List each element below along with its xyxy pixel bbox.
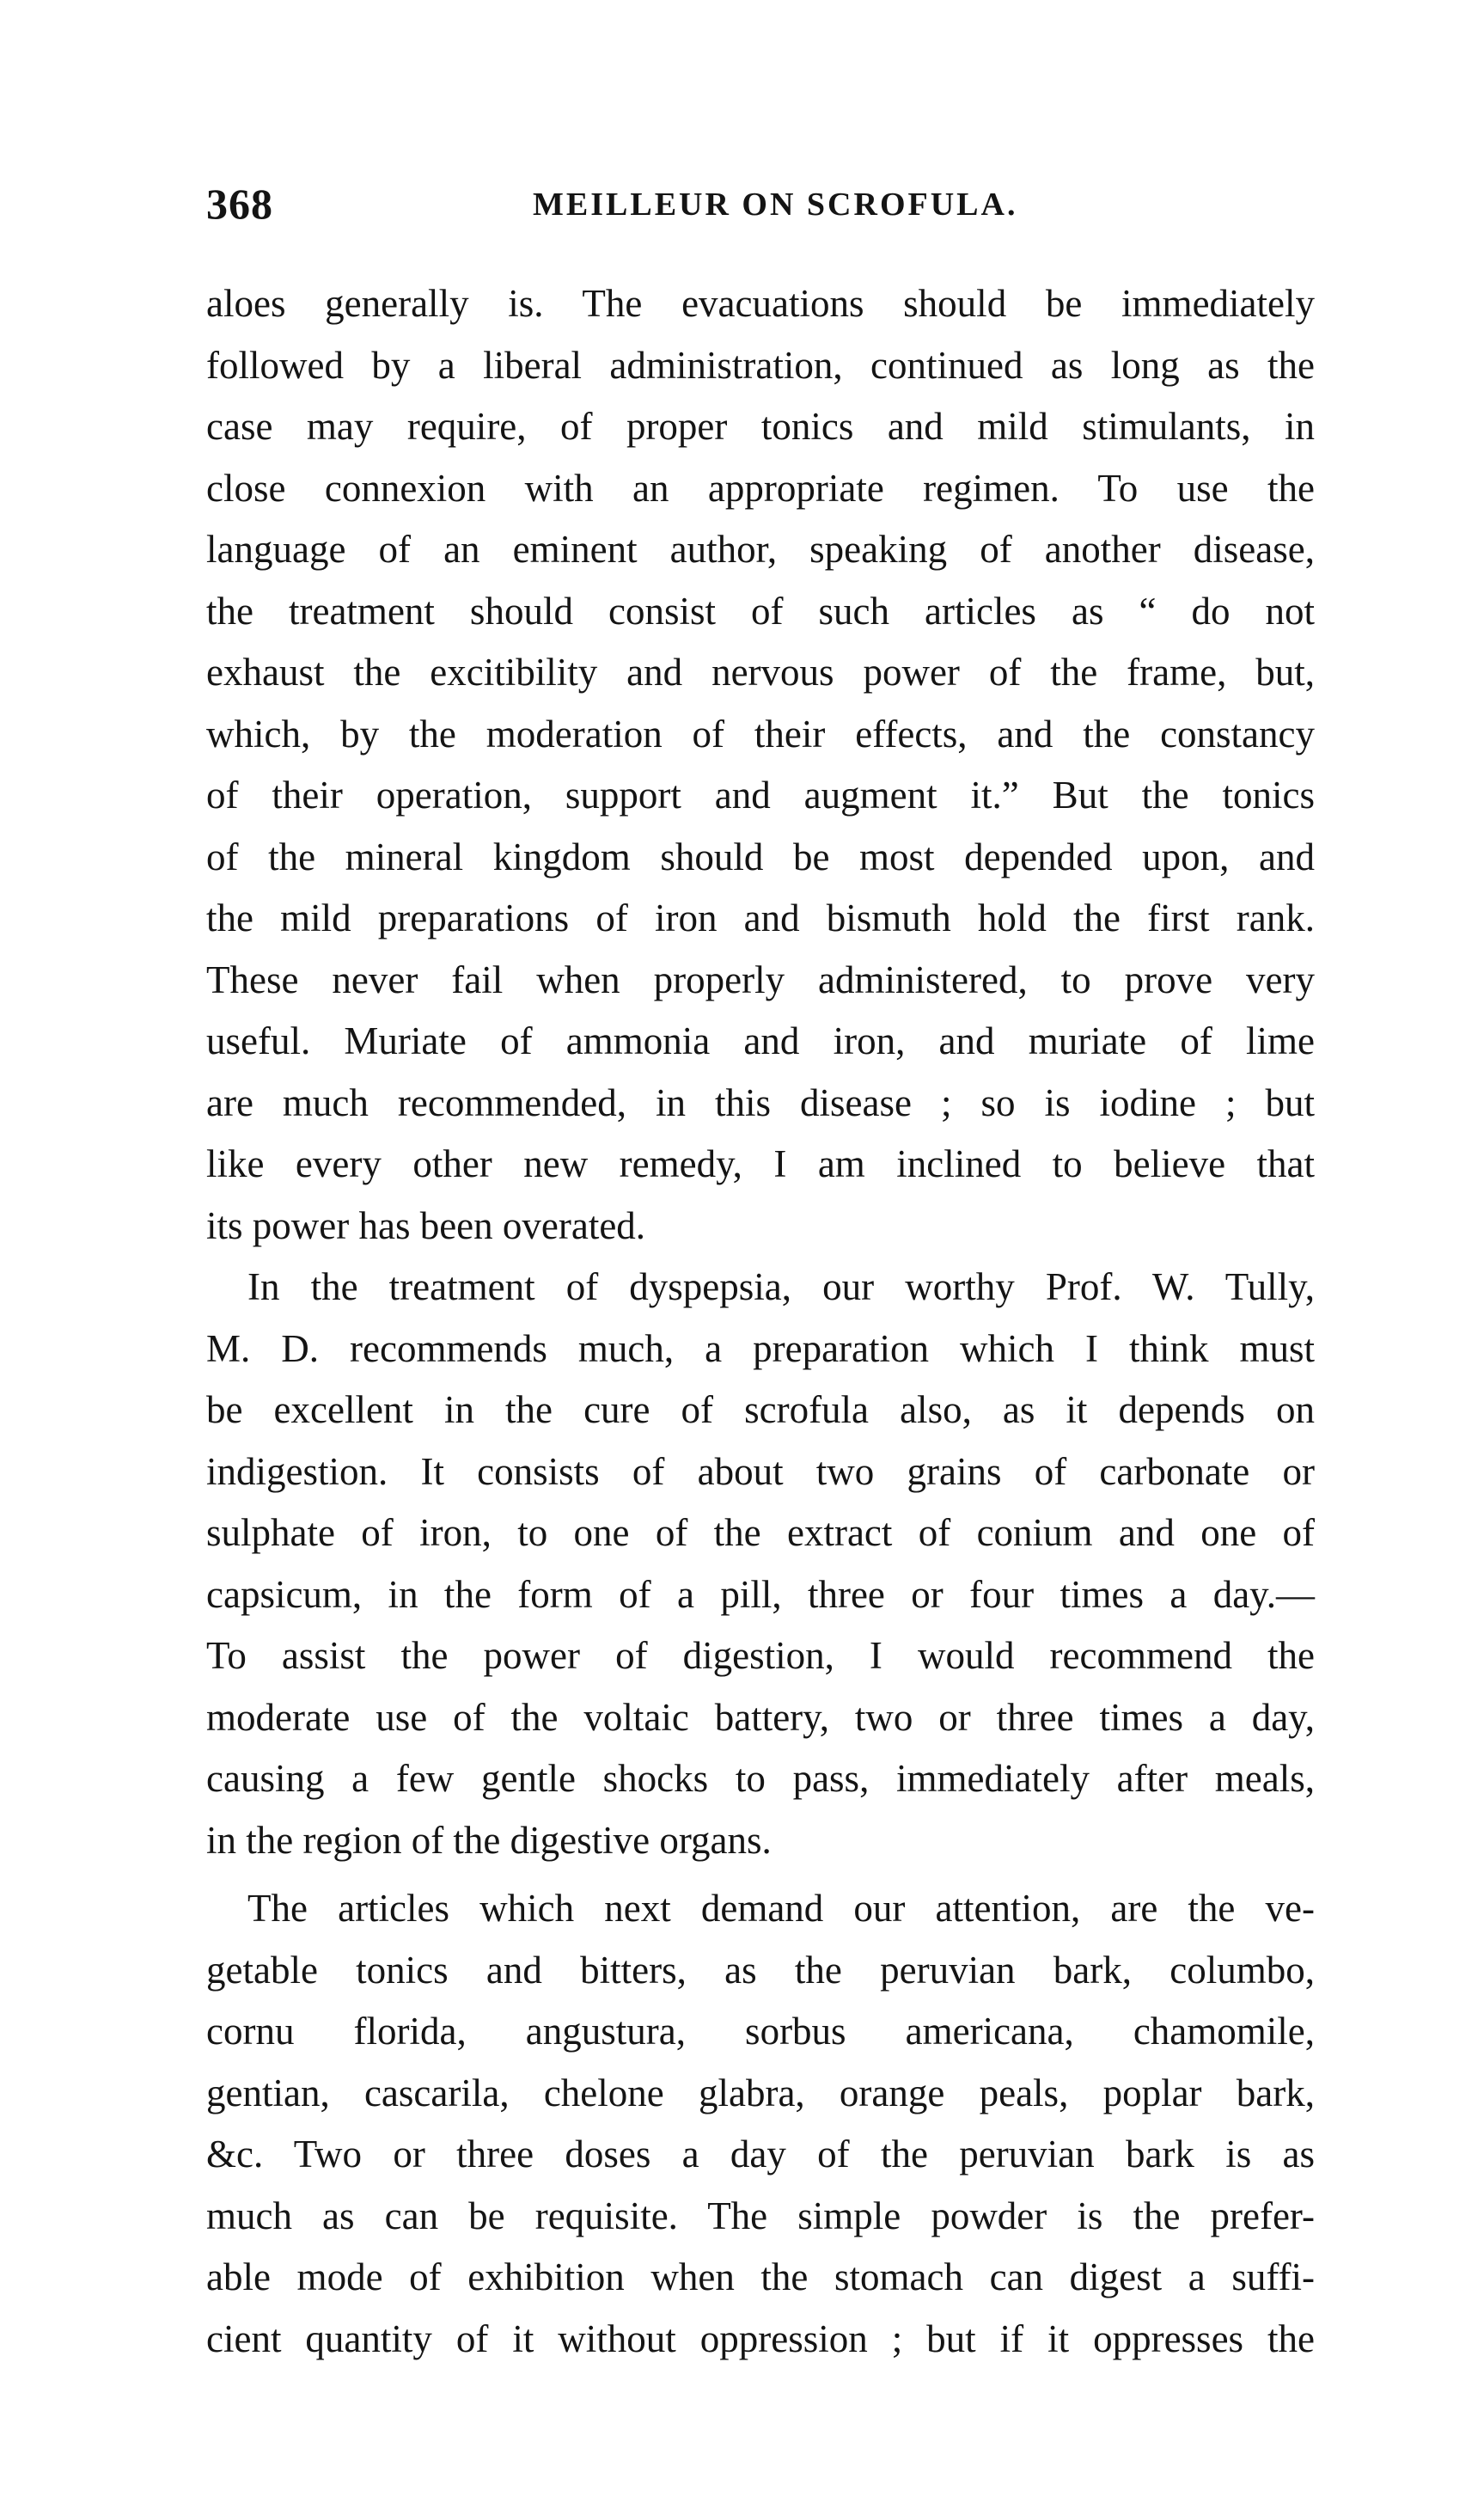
text-line: The articles which next demand our attention, are the ve- <box>247 1887 1315 1930</box>
text-line: moderate use of the voltaic battery, two or three times a day, <box>206 1695 1315 1739</box>
paragraph-gap <box>206 1871 1315 1878</box>
text-line: M. D. recommends much, a preparation which I think must <box>206 1326 1315 1370</box>
text-line: which, by the moderation of their effects, and the constancy <box>206 712 1315 756</box>
text-line: indigestion. It consists of about two grains of carbonate or <box>206 1449 1315 1493</box>
running-head: MEILLEUR ON SCROFULA. <box>533 187 1018 223</box>
text-line: are much recommended, in this disease ; so is iodine ; but <box>206 1080 1315 1124</box>
text-line: capsicum, in the form of a pill, three or four times a day.— <box>206 1572 1315 1616</box>
text-line: sulphate of iron, to one of the extract of conium and one of <box>206 1511 1315 1554</box>
text-line: exhaust the excitibility and nervous power of the frame, but, <box>206 651 1315 694</box>
text-line: like every other new remedy, I am inclined to believe that <box>206 1142 1315 1185</box>
text-line: &c. Two or three doses a day of the peruvian bark is as <box>206 2133 1315 2176</box>
text-line: These never fail when properly administered, to prove very <box>206 958 1315 1001</box>
page-header <box>206 179 1340 230</box>
text-line: useful. Muriate of ammonia and iron, and muriate of lime <box>206 1019 1315 1062</box>
text-line: To assist the power of digestion, I would recommend the <box>206 1634 1315 1677</box>
text-line: language of an eminent author, speaking of another disease, <box>206 528 1315 571</box>
text-line: getable tonics and bitters, as the peruvian bark, columbo, <box>206 1948 1315 1992</box>
text-line: much as can be requisite. The simple powder is the prefer- <box>206 2194 1315 2237</box>
text-line: In the treatment of dyspepsia, our worthy Prof. W. Tully, <box>247 1265 1315 1308</box>
text-line: gentian, cascarila, chelone glabra, orange peals, poplar bark, <box>206 2071 1315 2114</box>
paragraph-1 <box>206 273 1315 1257</box>
text-line: cornu florida, angustura, sorbus americana, chamomile, <box>206 2010 1315 2053</box>
paragraph-2 <box>206 1257 1315 1871</box>
page-number: 368 <box>206 180 273 228</box>
text-line: case may require, of proper tonics and mild stimulants, in <box>206 405 1315 448</box>
text-line: cient quantity of it without oppression ; but if it oppresses the <box>206 2316 1315 2360</box>
text-line: be excellent in the cure of scrofula also, as it depends on <box>206 1388 1315 1431</box>
body-text <box>206 273 1315 2370</box>
text-line: close connexion with an appropriate regimen. To use the <box>206 466 1315 510</box>
text-line: causing a few gentle shocks to pass, immediately after meals, <box>206 1757 1315 1800</box>
text-line: of their operation, support and augment it.” But the tonics <box>206 774 1315 817</box>
text-line: of the mineral kingdom should be most depended upon, and <box>206 835 1315 878</box>
paragraph-3 <box>206 1878 1315 2370</box>
text-line: its power has been overated. <box>206 1203 646 1247</box>
text-line: the treatment should consist of such articles as “ do not <box>206 589 1315 633</box>
text-line: in the region of the digestive organs. <box>206 1818 772 1862</box>
text-line: aloes generally is. The evacuations should be immediately <box>206 282 1315 325</box>
text-line: followed by a liberal administration, continued as long as the <box>206 343 1315 387</box>
text-line: the mild preparations of iron and bismuth hold the first rank. <box>206 897 1315 939</box>
text-line: able mode of exhibition when the stomach can digest a suffi- <box>206 2255 1315 2298</box>
